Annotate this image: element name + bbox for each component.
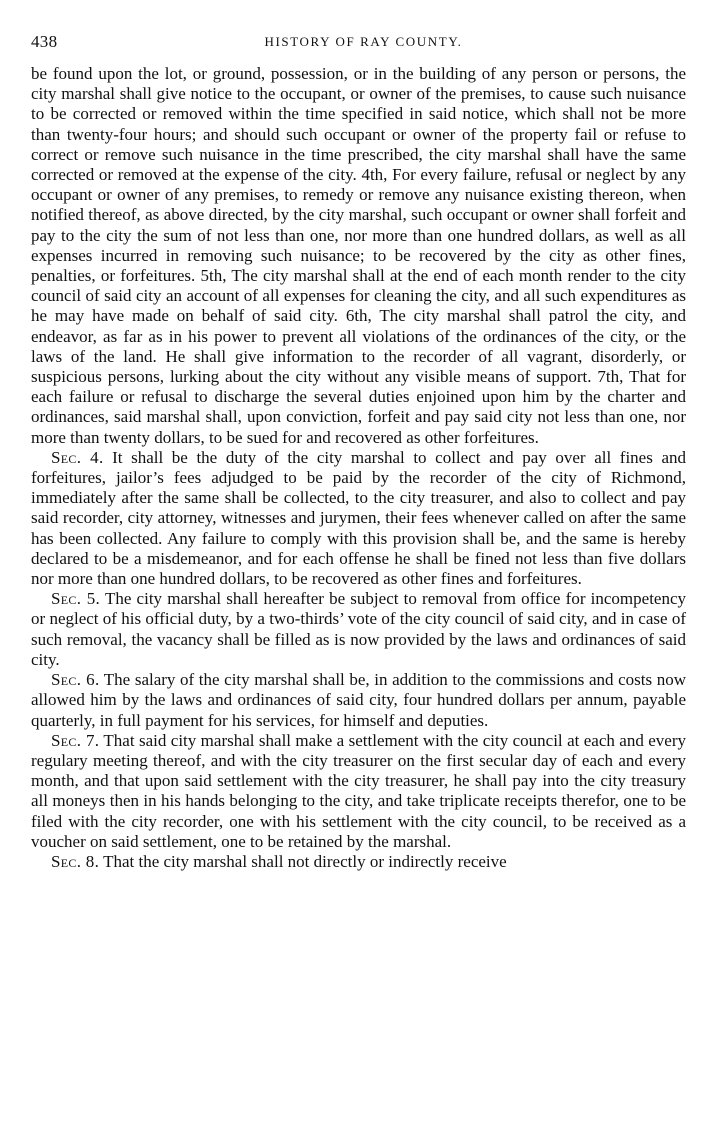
- section-6: [31, 670, 686, 731]
- paragraph-text: be found upon the lot, or ground, possession, or in the building of any person or persons, the city marshal shall give notice to the occupant, or owner of the premises, to cause such nuisance to be corrected or removed within the time specified in said notice, which shall not be more than twenty-four hours; and should such occupant or owner of the property fail or refuse to correct or remove such nuisance in the time prescribed, the city marshal shall have the same corrected or removed at the expense of the city. 4th, For every failure, refusal or neglect by any occupant or owner of any premises, to remedy or remove any nuisance existing thereon, when notified thereof, as above directed, by the city marshal, such occupant or owner shall forfeit and pay to the city the sum of not less than one, nor more than one hundred dollars, as well as all expenses incurred in removing such nuisance; to be recovered by the city as other fines, penalties, or forfeitures. 5th, The city marshal shall at the end of each month render to the city council of said city an account of all expenses for cleaning the city, and all such expenditures as he may have made on behalf of said city. 6th, The city marshal shall patrol the city, and endeavor, as far as in his power to prevent all violations of the ordinances of the city, or the laws of the land. He shall give information to the recorder of all vagrant, disorderly, or suspicious persons, lurking about the city without any visible means of support. 7th, That for each failure or refusal to discharge the several duties enjoined upon him by the charter and ordinances, said marshal shall, upon conviction, forfeit and pay said city not less than one, nor more than twenty dollars, to be sued for and recovered as other forfeitures.: [31, 64, 686, 447]
- section-text: The city marshal shall hereafter be subject to removal from office for incompetency or neglect of his official duty, by a two-thirds’ vote of the city council of said city, and in case of such removal, the vacancy shall be filled as is now provided by the laws and ordinances of said city.: [31, 589, 687, 669]
- section-7: [31, 731, 686, 852]
- section-label: Sec. 5.: [51, 589, 101, 609]
- page-number: 438: [31, 32, 58, 51]
- section-4: [31, 448, 686, 589]
- section-text: It shall be the duty of the city marshal to collect and pay over all fines and forfeitures, jailor’s fees adjudged to be paid by the recorder of the city of Richmond, immediately after the same shall be collected, to the city treasurer, and also to collect and pay said recorder, city attorney, witnesses and jurymen, their fees whenever called on after the same has been collected. Any failure to comply with this provision shall be, and the same is hereby declared to be a misdemeanor, and for each offense he shall be fined not less than five dollars nor more than one hundred dollars, to be recovered as other fines and forfeitures.: [31, 447, 686, 589]
- body-text: [31, 64, 686, 872]
- section-text: That the city marshal shall not directly or indirectly receive: [99, 851, 507, 871]
- section-5: [31, 589, 686, 670]
- paragraph-continuation: [31, 64, 686, 448]
- running-head: [31, 30, 686, 52]
- section-text: The salary of the city marshal shall be, in addition to the commissions and costs now allowed him by the laws and ordinances of said city, four hundred dollars per annum, payable quarterly, in full payment for his services, for himself and deputies.: [31, 670, 687, 730]
- section-label: Sec. 8.: [51, 851, 100, 871]
- section-label: Sec. 6.: [51, 670, 100, 690]
- section-label: Sec. 7.: [51, 730, 100, 750]
- section-label: Sec. 4.: [51, 447, 104, 467]
- section-text: That said city marshal shall make a settlement with the city council at each and every regulary meeting thereof, and with the city treasurer on the first secular day of each and every month, and that upon said settlement with the city treasurer, he shall pay into the city treasury all moneys then in his hands belonging to the city, and take triplicate receipts therefor, one to be filed with the city recorder, one with his settlement with the city council, to be received as a voucher on said settlement, one to be retained by the marshal.: [31, 730, 687, 851]
- running-title: HISTORY OF RAY COUNTY.: [264, 34, 463, 49]
- section-8: [31, 852, 686, 872]
